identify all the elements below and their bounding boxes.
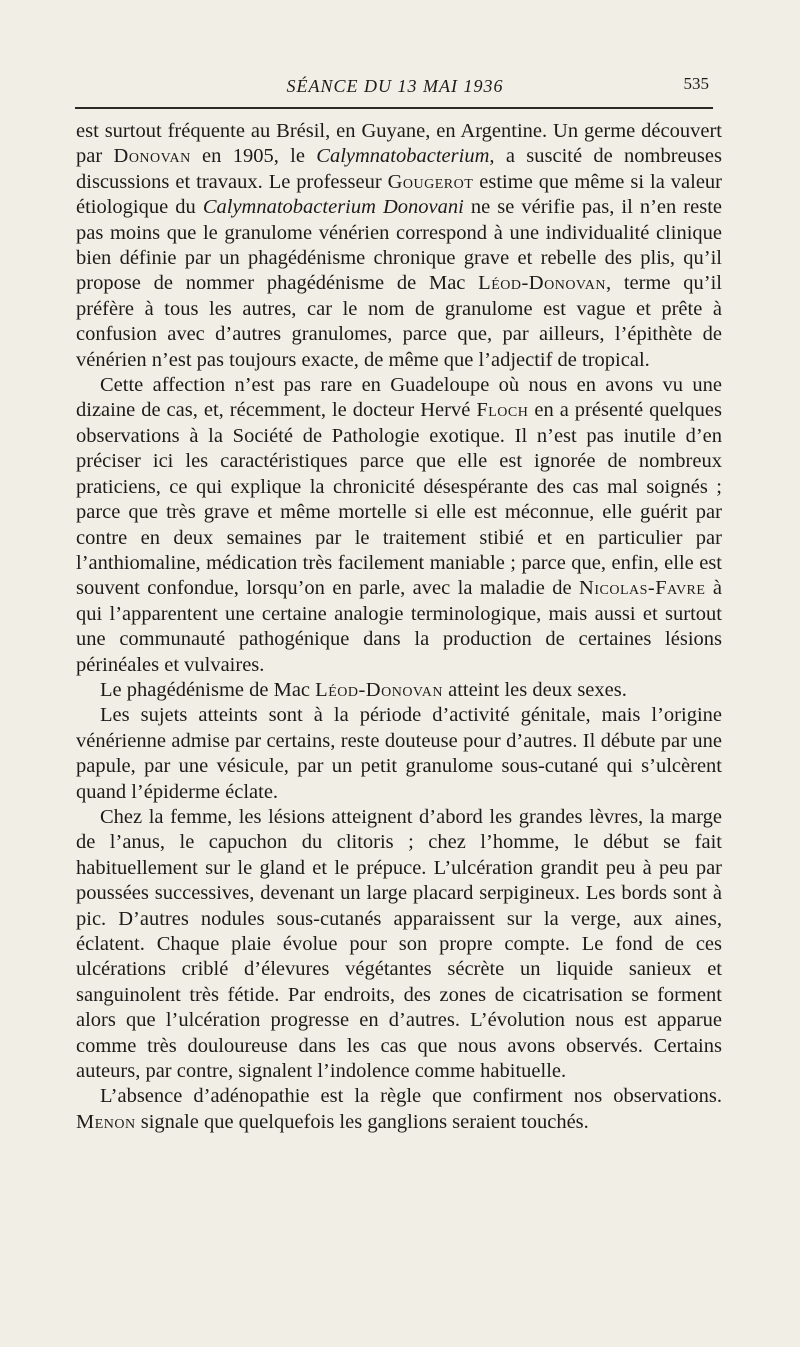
paragraph: [76, 703, 722, 805]
italic-term: Calymnatobacterium: [316, 145, 490, 168]
author-name: Léod-Donovan: [315, 678, 443, 701]
text-run: Cette affection n’est pas rare en Guadeloupe où nous en avons vu une dizaine de cas, et, récemment, le docteur Hervé: [76, 374, 722, 422]
author-name: Floch: [476, 399, 529, 422]
paragraph: [76, 805, 722, 1084]
italic-term: Calymnatobacterium Donovani: [202, 196, 464, 219]
page-number: 535: [683, 74, 709, 93]
text-run: est surtout fréquente au Brésil, en Guyane, en Argentine. Un germe découvert par: [76, 120, 722, 168]
text-run: en a présenté quelques observations à la Société de Pathologie exotique. Il n’est pas inutile d’en préciser ici les caractéristiques parce que elle est ignorée de nombreux praticiens, ce qui explique la chronicité désespérante des cas mal soignés ; parce que très grave et même mortelle si elle est méconnue, elle guérit par contre en deux semaines par le traitement stibié et en particulier par l’anthiomaline, médication très facilement maniable ; parce que, enfin, elle est souvent confondue, lorsqu’on en parle, avec la maladie de: [76, 399, 722, 600]
body-text: [76, 119, 722, 1135]
running-head-title: SÉANCE DU 13 MAI 1936: [286, 76, 504, 96]
text-run: L’absence d’adénopathie est la règle que confirment nos observations.: [100, 1085, 722, 1108]
header-rule: [75, 107, 713, 109]
author-name: Donovan: [113, 145, 191, 168]
paragraph: [76, 1084, 722, 1135]
paragraph: [76, 373, 722, 678]
text-run: en 1905, le: [190, 145, 317, 168]
text-run: , a suscité de nombreuses discussions et travaux. Le professeur: [76, 145, 722, 193]
paragraph: [76, 678, 722, 703]
text-run: Chez la femme, les lésions atteignent d’abord les grandes lèvres, la marge de l’anus, le capuchon du clitoris ; chez l’homme, le début se fait habituellement sur le gland et le prépuce. L’ulcération grandit peu à peu par poussées successives, devenant un large placard serpigineux. Les bords sont à pic. D’autres nodules sous-cutanés apparaissent sur la verge, aux aines, éclatent. Chaque plaie évolue pour son propre compte. Le fond de ces ulcérations criblé d’élevures végétantes sécrète un liquide sanieux et sanguinolent très fétide. Par endroits, des zones de cicatrisation se forment alors que l’ulcération progresse en d’autres. L’évolution nous est apparue comme très douloureuse dans les cas que nous avons observés. Certains auteurs, par contre, signalent l’indolence comme habituelle.: [76, 805, 722, 1083]
paragraph: [76, 119, 722, 373]
text-run: signale que quelquefois les ganglions seraient touchés.: [135, 1110, 589, 1133]
running-head: [75, 70, 715, 100]
text-run: à qui l’apparentent une certaine analogie terminologique, mais aussi et surtout une communauté pathogénique dans la production de certaines lésions périnéales et vulvaires.: [76, 577, 722, 676]
author-name: Menon: [76, 1110, 136, 1133]
author-name: Léod-Donovan: [478, 272, 606, 295]
text-run: estime que même si la valeur étiologique du: [76, 170, 722, 219]
author-name: Nicolas-Favre: [579, 577, 706, 600]
author-name: Gougerot: [387, 170, 474, 193]
text-run: ne se vérifie pas, il n’en reste pas moins que le granulome vénérien correspond à une individualité clinique bien définie par un phagédénisme chronique grave et rebelle des plis, qu’il propose de nommer phagédénisme de Mac: [76, 196, 722, 295]
text-run: Le phagédénisme de Mac: [100, 678, 316, 701]
text-run: , terme qu’il préfère à tous les autres, car le nom de granulome est vague et prête à confusion avec d’autres granulomes, parce que, par ailleurs, l’épithète de vénérien n’est pas toujours exacte, de même que l’adjectif de tropical.: [76, 272, 722, 371]
text-run: atteint les deux sexes.: [442, 678, 627, 701]
text-run: Les sujets atteints sont à la période d’activité génitale, mais l’origine vénérienne admise par certains, reste douteuse pour d’autres. Il débute par une papule, par une vésicule, par un petit granulome sous-cutané qui s’ulcèrent quand l’épiderme éclate.: [76, 704, 722, 803]
